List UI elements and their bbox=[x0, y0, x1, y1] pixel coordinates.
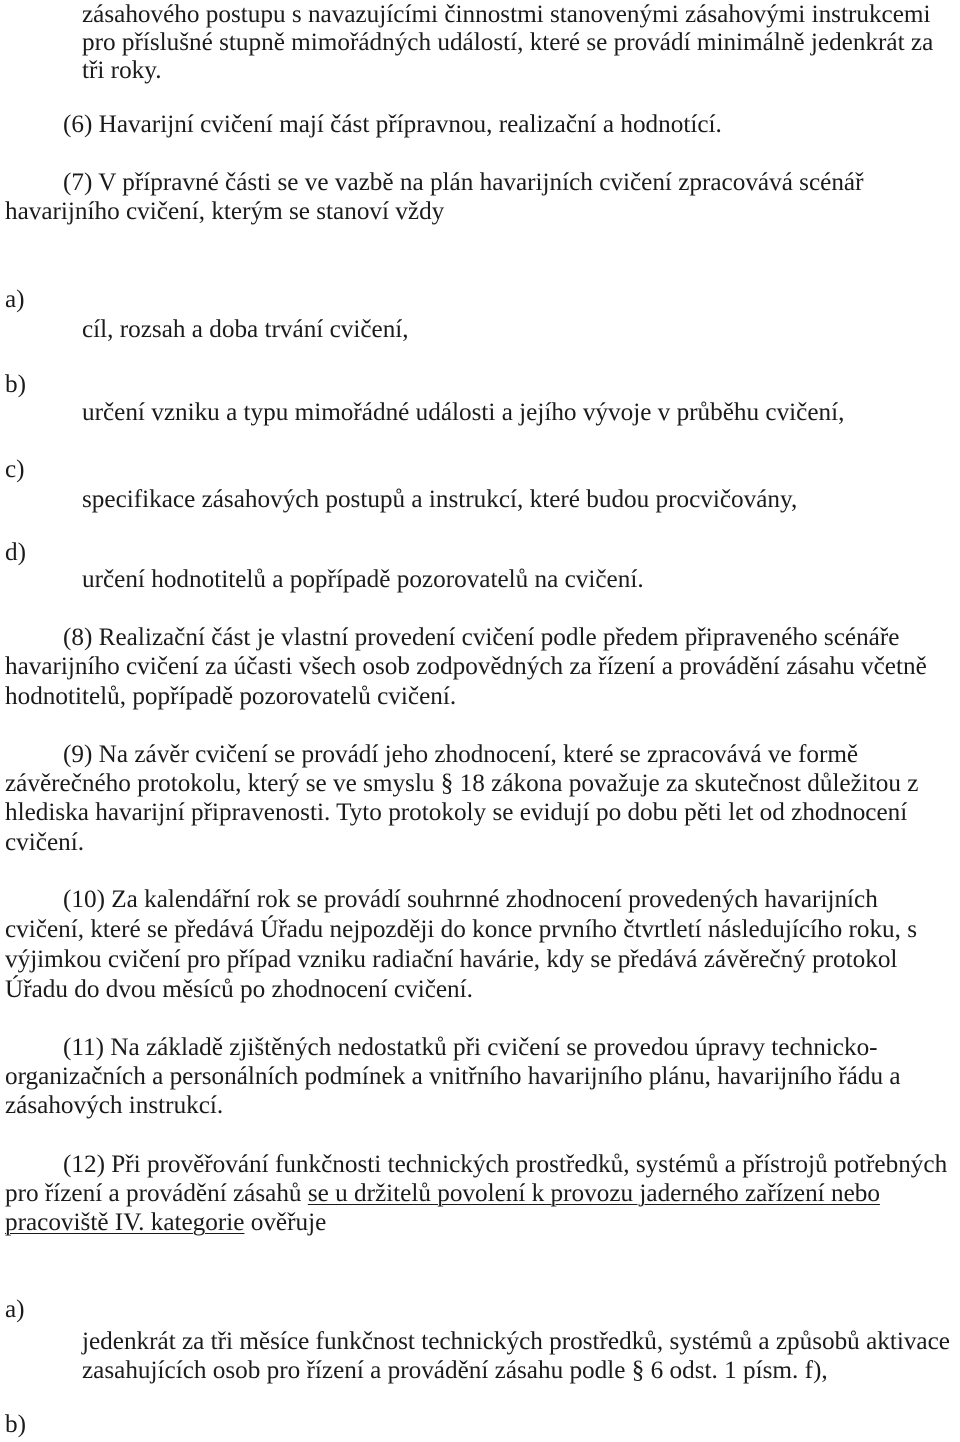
list-item-a-label: a) bbox=[5, 1296, 25, 1323]
paragraph-12-line-1: (12) Při prověřování funkčnosti technických prostředků, systémů a přístrojů potřebných bbox=[63, 1151, 948, 1178]
paragraph-11-line-3: zásahových instrukcí. bbox=[5, 1092, 224, 1119]
list-item-a-line-2-start: zasahujících osob pro řízení a provádění zásahu podle bbox=[82, 1357, 632, 1384]
list-item-a-line-2-end: 6 odst. 1 písm. f), bbox=[644, 1357, 828, 1384]
list-item-d-label: d) bbox=[5, 539, 26, 566]
list-item-b-text: určení vzniku a typu mimořádné události a jejího vývoje v průběhu cvičení, bbox=[82, 399, 845, 426]
continuation-line-2: pro příslušné stupně mimořádných událostí, které se provádí minimálně jedenkrát za bbox=[82, 29, 934, 56]
paragraph-9-line-1: (9) Na závěr cvičení se provádí jeho zhodnocení, které se zpracovává ve formě bbox=[63, 741, 859, 768]
paragraph-6-line-1: (6) Havarijní cvičení mají část přípravnou, realizační a hodnotící. bbox=[63, 111, 722, 138]
list-item-a-text: cíl, rozsah a doba trvání cvičení, bbox=[82, 316, 409, 343]
paragraph-8-line-2: havarijního cvičení za účasti všech osob zodpovědných za řízení a provádění zásahu včetně bbox=[5, 653, 927, 680]
paragraph-10-line-3: výjimkou cvičení pro případ vzniku radiační havárie, kdy se předává závěrečný protokol bbox=[5, 946, 898, 973]
paragraph-10-line-2: cvičení, které se předává Úřadu nejpozději do konce prvního čtvrtletí následujícího roku, s bbox=[5, 916, 918, 943]
paragraph-12-line-2-start: pro řízení a provádění zásahů bbox=[5, 1180, 308, 1207]
paragraph-9-line-3: hlediska havarijní připravenosti. Tyto protokoly se evidují po dobu pěti let od zhodnocení bbox=[5, 799, 908, 826]
continuation-line-3: tři roky. bbox=[82, 57, 162, 84]
paragraph-9-line-2-start: závěrečného protokolu, který se ve smyslu bbox=[5, 770, 441, 797]
paragraph-9-line-2-end: 18 zákona považuje za skutečnost důležitou z bbox=[453, 770, 919, 797]
list-item-c-text: specifikace zásahových postupů a instrukcí, které budou procvičovány, bbox=[82, 486, 798, 513]
list-item-c-label: c) bbox=[5, 456, 25, 483]
paragraph-11-line-2: organizačních a personálních podmínek a vnitřního havarijního plánu, havarijního řádu a bbox=[5, 1063, 901, 1090]
list-item-a-label: a) bbox=[5, 286, 25, 313]
section-sign: § bbox=[440, 770, 454, 797]
paragraph-10-line-1: (10) Za kalendářní rok se provádí souhrnné zhodnocení provedených havarijních bbox=[63, 886, 878, 913]
continuation-line-1: zásahového postupu s navazujícími činnostmi stanovenými zásahovými instrukcemi bbox=[82, 1, 931, 28]
paragraph-10-line-4: Úřadu do dvou měsíců po zhodnocení cvičení. bbox=[5, 976, 473, 1003]
list-item-a-line-2 bbox=[82, 1356, 828, 1385]
paragraph-12-line-3 bbox=[5, 1208, 326, 1237]
paragraph-7-line-2: havarijního cvičení, kterým se stanoví vždy bbox=[5, 198, 445, 225]
paragraph-12-line-3-end: ověřuje bbox=[244, 1209, 327, 1236]
paragraph-12-line-2 bbox=[5, 1179, 880, 1208]
paragraph-9-line-2 bbox=[5, 769, 918, 798]
paragraph-7-line-1: (7) V přípravné části se ve vazbě na plán havarijních cvičení zpracovává scénář bbox=[63, 169, 864, 196]
list-item-a-line-1: jedenkrát za tři měsíce funkčnost technických prostředků, systémů a způsobů aktivace bbox=[82, 1328, 950, 1355]
list-item-b-label: b) bbox=[5, 371, 26, 398]
paragraph-8-line-1: (8) Realizační část je vlastní provedení cvičení podle předem připraveného scénáře bbox=[63, 624, 900, 651]
list-item-d-text: určení hodnotitelů a popřípadě pozorovatelů na cvičení. bbox=[82, 566, 644, 593]
paragraph-11-line-1: (11) Na základě zjištěných nedostatků při cvičení se provedou úpravy technicko- bbox=[63, 1034, 878, 1061]
list-item-b-label: b) bbox=[5, 1411, 26, 1438]
section-sign: § bbox=[631, 1357, 645, 1384]
underlined-link-workplace-category[interactable]: pracoviště IV. kategorie bbox=[5, 1209, 245, 1236]
underlined-link-licence-holders[interactable]: se u držitelů povolení k provozu jaderného zařízení nebo bbox=[307, 1180, 880, 1207]
paragraph-9-line-4: cvičení. bbox=[5, 829, 85, 856]
paragraph-8-line-3: hodnotitelů, popřípadě pozorovatelů cvičení. bbox=[5, 683, 457, 710]
